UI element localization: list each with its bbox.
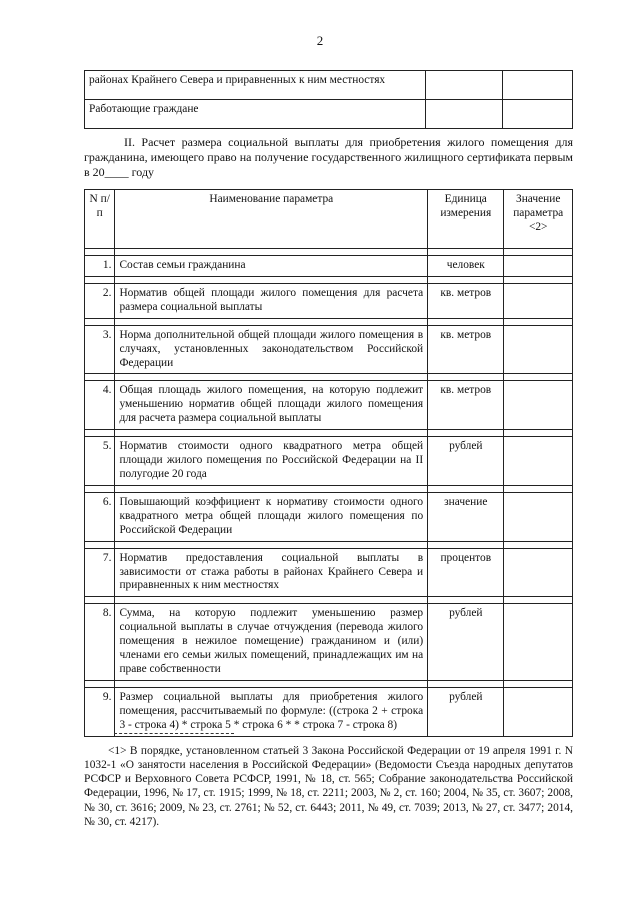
row-value (504, 381, 573, 430)
row-name: Сумма, на которую подлежит уменьшению размер социальной выплаты в случае отчуждения (перевода жилого помещения в нежилое помещение) гражданином и (или) членами его семьи жилых помещений, принадлежащих им на праве собственности (115, 604, 428, 681)
table-row (85, 325, 573, 374)
row-unit: рублей (428, 687, 504, 736)
row-num: 5. (85, 437, 115, 486)
header-name: Наименование параметра (115, 190, 428, 249)
header-num: N п/п (85, 190, 115, 249)
page-number: 2 (316, 33, 324, 48)
header-value: Значение параметра <2> (504, 190, 573, 249)
table-cell (426, 100, 502, 129)
table-cell-label: районах Крайнего Севера и приравненных к ним местностях (85, 71, 426, 100)
footnote-separator (114, 733, 234, 734)
row-value (504, 325, 573, 374)
row-name: Норматив предоставления социальной выплаты в зависимости от стажа работы в районах Крайнего Севера и приравненных к ним местностях (115, 548, 428, 597)
row-num: 4. (85, 381, 115, 430)
row-name: Повышающий коэффициент к нормативу стоимости одного квадратного метра общей площади жилого помещения по Российской Федерации (115, 492, 428, 541)
row-unit: кв. метров (428, 381, 504, 430)
table-header-row (85, 190, 573, 249)
row-value (504, 256, 573, 277)
row-unit: рублей (428, 604, 504, 681)
table-cell (502, 100, 572, 129)
row-value (504, 548, 573, 597)
table-cell-label: Работающие граждане (85, 100, 426, 129)
header-unit: Единица измерения (428, 190, 504, 249)
table-row (85, 381, 573, 430)
row-num: 3. (85, 325, 115, 374)
row-unit: кв. метров (428, 325, 504, 374)
table-row (85, 437, 573, 486)
continued-table (84, 70, 573, 129)
row-num: 9. (85, 687, 115, 736)
row-value (504, 492, 573, 541)
row-unit: значение (428, 492, 504, 541)
row-value (504, 437, 573, 486)
row-value (504, 604, 573, 681)
row-num: 1. (85, 256, 115, 277)
table-row (85, 283, 573, 318)
row-unit: кв. метров (428, 283, 504, 318)
parameters-table (84, 189, 573, 737)
table-row (85, 256, 573, 277)
row-name: Состав семьи гражданина (115, 256, 428, 277)
table-row (85, 71, 573, 100)
row-unit: человек (428, 256, 504, 277)
table-cell (426, 71, 502, 100)
row-name: Норматив стоимости одного квадратного метра общей площади жилого помещения по Российской Федерации на II полугодие 20 года (115, 437, 428, 486)
table-row (85, 548, 573, 597)
row-value (504, 283, 573, 318)
row-value (504, 687, 573, 736)
footnote: <1> В порядке, установленном статьей 3 Закона Российской Федерации от 19 апреля 1991 г. N 1032-1 «О занятости населения в Российской Федерации» (Ведомости Съезда народных депутатов РСФСР и Верховного Совета РСФСР, 1991, № 18, ст. 565; Собрание законодательства Российской Федерации, 1996, № 17, ст. 1915; 1999, № 18, ст. 2211; 2003, № 2, ст. 160; 2004, № 35, ст. 3607; 2008, № 30, ст. 3616; 2009, № 23, ст. 2761; № 52, ст. 6443; 2011, № 49, ст. 7039; 2013, № 27, ст. 3477; 2014, № 30, ст. 4217). (84, 745, 573, 828)
section-heading: II. Расчет размера социальной выплаты для приобретения жилого помещения для гражданина, имеющего право на получение государственного жилищного сертификата первым в 20____ году (84, 135, 573, 179)
table-row (85, 687, 573, 736)
table-cell (502, 71, 572, 100)
row-num: 8. (85, 604, 115, 681)
row-unit: процентов (428, 548, 504, 597)
row-num: 2. (85, 283, 115, 318)
row-unit: рублей (428, 437, 504, 486)
row-num: 6. (85, 492, 115, 541)
table-row (85, 604, 573, 681)
table-row (85, 492, 573, 541)
row-name: Норматив общей площади жилого помещения для расчета размера социальной выплаты (115, 283, 428, 318)
row-name: Норма дополнительной общей площади жилого помещения в случаях, установленных законодательством Российской Федерации (115, 325, 428, 374)
table-row (85, 100, 573, 129)
row-num: 7. (85, 548, 115, 597)
row-name: Общая площадь жилого помещения, на которую подлежит уменьшению норматив общей площади жилого помещения для расчета размера социальной выплаты (115, 381, 428, 430)
row-name: Размер социальной выплаты для приобретения жилого помещения, рассчитываемый по формуле: ((строка 2 + строка 3 - строка 4) * строка 5 * строка 6 * * строка 7 - строка 8) (115, 687, 428, 736)
